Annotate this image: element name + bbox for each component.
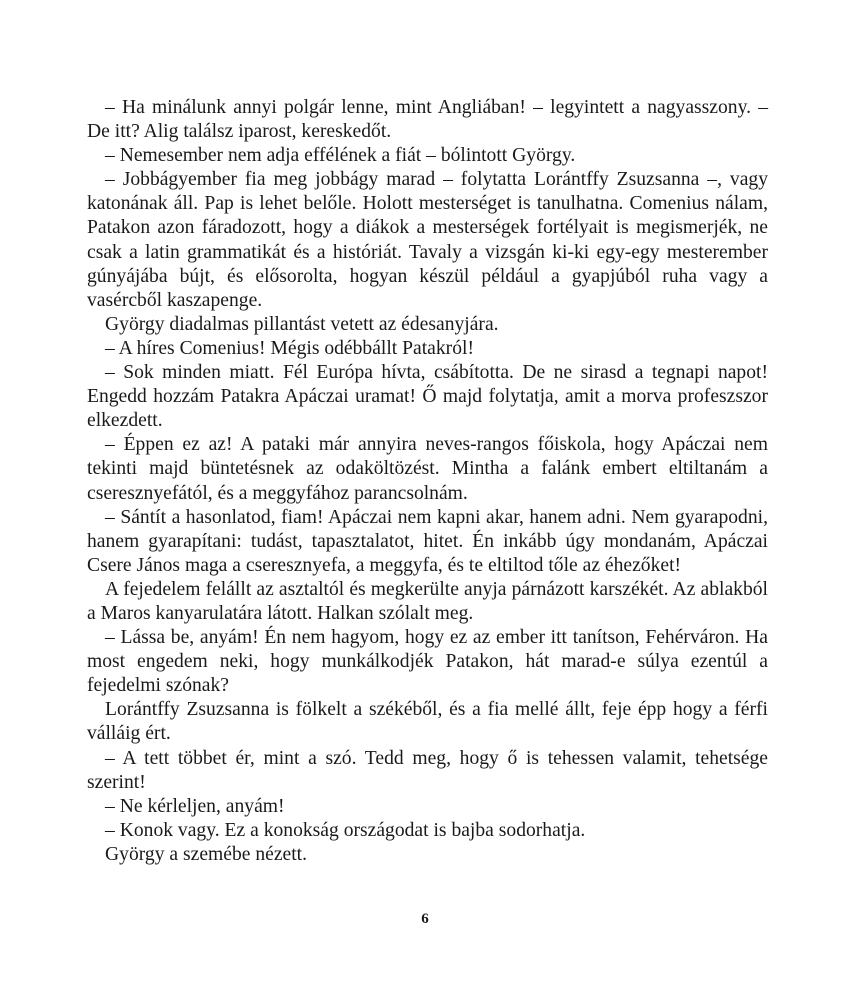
page-number: 6 (421, 911, 429, 927)
paragraph: – A híres Comenius! Mégis odébbállt Patakról! (105, 337, 474, 359)
paragraph: – Sok minden miatt. Fél Európa hívta, csábította. De ne sirasd a tegnapi napot! Engedd hozzám Patakra Apáczai uramat! Ő majd folytatja, amit a morva profeszszor elkezdett. (87, 362, 768, 432)
paragraph: – Sántít a hasonlatod, fiam! Apáczai nem kapni akar, hanem adni. Nem gyarapodni, hanem gyarapítani: tudást, tapasztalatot, hitet. Én inkább úgy mondanám, Apáczai Csere János maga a cseresznyefa, a meggyfa, és te eltiltod tőle az éhezőket! (87, 506, 768, 576)
paragraph: A fejedelem felállt az asztaltól és megkerülte anyja párnázott karszékét. Az ablakból a Maros kanyarulatára látott. Halkan szólalt meg. (87, 578, 768, 624)
page-body (87, 96, 768, 867)
paragraph: – Ne kérleljen, anyám! (105, 795, 285, 817)
paragraph: – Lássa be, anyám! Én nem hagyom, hogy ez az ember itt tanítson, Fehérváron. Ha most engedem neki, hogy munkálkodjék Patakon, hát marad-e súlya ezentúl a fejedelmi szónak? (87, 627, 768, 697)
paragraph: – Nemesember nem adja effélének a fiát – bólintott György. (105, 145, 576, 167)
paragraph: – Konok vagy. Ez a konokság országodat is bajba sodorhatja. (105, 819, 586, 841)
paragraph: György diadalmas pillantást vetett az édesanyjára. (105, 313, 499, 335)
paragraph: – Éppen ez az! A pataki már annyira neves-rangos főiskola, hogy Apáczai nem tekinti majd büntetésnek az odaköltözést. Mintha a falánk embert eltiltanám a cseresznyefától, és a meggyfához parancsolnám. (87, 434, 768, 504)
paragraph: György a szemébe nézett. (105, 843, 308, 865)
paragraph: Lorántffy Zsuzsanna is fölkelt a székéből, és a fia mellé állt, feje épp hogy a férfi válláig ért. (87, 699, 768, 745)
paragraph: – Jobbágyember fia meg jobbágy marad – folytatta Lorántffy Zsuzsanna –, vagy katonának áll. Pap is lehet belőle. Holott mesterséget is tanulhatna. Comenius nálam, Patakon azon fáradozott, hogy a diákok a mesterségek fortélyait is megismerjék, ne csak a latin grammatikát és a históriát. Tavaly a vizsgán ki-ki egy-egy mesterember gúnyájába bújt, és elősorolta, hogyan készül például a gyapjúból ruha vagy a vasércből kaszapenge. (87, 169, 768, 311)
paragraph: – A tett többet ér, mint a szó. Tedd meg, hogy ő is tehessen valamit, tehetsége szerint! (87, 747, 768, 793)
paragraph: – Ha minálunk annyi polgár lenne, mint Angliában! – legyintett a nagyasszony. – De itt? Alig találsz iparost, kereskedőt. (87, 97, 768, 143)
